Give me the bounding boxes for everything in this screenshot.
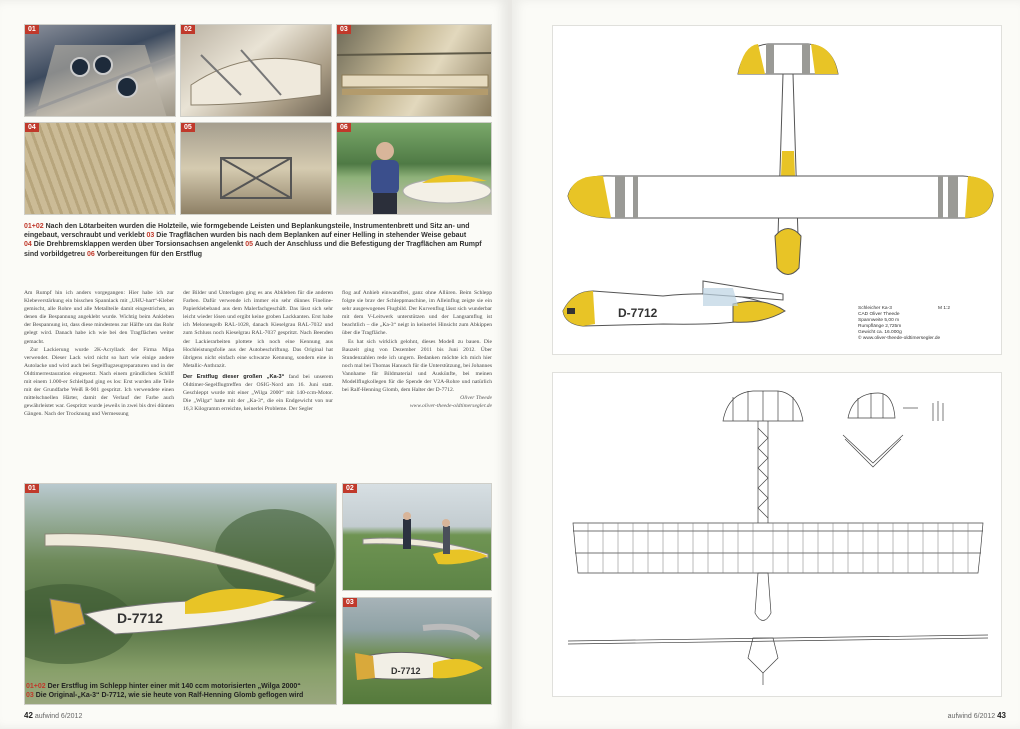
- info-line: Schleicher Ka-3: [858, 306, 892, 311]
- article-column-3: [342, 289, 492, 410]
- photo-01: [24, 24, 176, 117]
- paragraph: der Bilder und Unterlagen ging es ans Abkleben für die anderen Farben. Dafür verwende ich immer ein sehr dünnes Fineline-Papierklebeband aus dem Malerfachgeschäft. Das lässt sich sehr leicht wieder lösen und ergibt keine groben Lackkanten. Erst habe ich Melonengelb RAL-1028, danach Kieselgrau RAL-7032 und zum Schluss noch Kieselgrau RAL-7037 gespritzt. Nach Beenden der Lackierarbeiten plottete ich noch eine Kennung aus Hochleistungsfolie aus der Autobeschriftung. Das Original hat übrigens nicht einfach eine schwarze Kennung, sondern eine in Metallic-Anthrazit.: [183, 290, 333, 369]
- photo-02: [180, 24, 332, 117]
- info-line: Rumpflänge 2,725m: [858, 324, 902, 329]
- man-with-glider-illustration: [337, 123, 492, 215]
- glider-registration: D-7712: [618, 306, 658, 320]
- info-line: Spannweite 5,00 m: [858, 318, 900, 323]
- magazine-issue: aufwind 6/2012: [947, 713, 996, 720]
- photo-number: 05: [181, 123, 195, 132]
- photo-number: 02: [343, 484, 357, 493]
- cockpit-instruments-illustration: [25, 25, 176, 117]
- glider-registration: D-7712: [117, 610, 163, 626]
- caption-text: Die Drehbremsklappen werden über Torsionsachsen angelenkt: [31, 241, 246, 249]
- fuselage-frame-illustration: [181, 25, 332, 117]
- caption-text: Der Erstflug im Schlepp hinter einer mit 140 ccm motorisierten „Wilga 2000“: [45, 683, 301, 690]
- caption-text: Die Original-„Ka-3“ D-7712, wie sie heute von Ralf-Henning Glomb geflogen wird: [33, 692, 304, 699]
- original-glider-illustration: [343, 598, 492, 705]
- caption-number: 03: [146, 232, 155, 240]
- author-signature: Oliver Theede: [460, 395, 492, 402]
- caption-number: 06: [87, 250, 95, 258]
- paragraph: Zur Lackierung wurde 2K-Acryllack der Firma Mipa verwendet. Dieser Lack wird nicht so hart wie einige andere Autolacke und wird auch bei Segelflugzeugreparaturen und in der Oldtimerrestauration eingesetzt. Nach einem gründlichen Schliff mit einem 1.000-er Schleifpad ging es los: Erst wurden alle Teile mit der Grundfarbe Weiß R-901 gespritzt. Ich verwendete einen mittelschnellen Härter, damit der Verlauf der Farbe auch gewährleistet war. Gespritzt wurde jeweils in zwei bis drei dünnen Gängen. Nach der Trocknung und Vermessung: [24, 346, 174, 418]
- subheading: Der Erstflug dieser großen „Ka-3“: [183, 373, 285, 380]
- page-number: 43: [997, 711, 1006, 720]
- caption-number: 01+02: [26, 683, 46, 690]
- photo-number: 03: [343, 598, 357, 607]
- page-folio-right: [948, 711, 1006, 720]
- photo-number: 01: [25, 25, 39, 34]
- photo-04: [24, 122, 176, 215]
- glider-registration: D-7712: [391, 666, 421, 676]
- photo-05: [180, 122, 332, 215]
- photo-towing: [342, 483, 492, 591]
- article-column-1: [24, 289, 174, 419]
- photo-number: 01: [25, 484, 39, 493]
- framework-line-drawing: [553, 373, 1003, 698]
- info-line: Gewicht ca. 16.000g: [858, 330, 902, 335]
- structure-drawing: [552, 372, 1002, 697]
- paragraph: flog auf Anhieb einwandfrei, ganz ohne Allüren. Beim Schlepp folgte sie brav der Schleppmaschine, im Alleinflug zeigte sie ein sehr ausgewogenes Flugbild. Der Kurvenflug lässt sich wunderbar mit dem V-Leitwerk unterstützen und der Langsamflug ist beachtlich – die „Ka-3“ neigt in keinerlei Hinsicht zum Abkippen über die Tragfläche.: [342, 290, 492, 337]
- photo-06: [336, 122, 492, 215]
- page-folio-left: [24, 711, 82, 720]
- caption-text: Nach den Lötarbeiten wurden die Holzteile, wie formgebende Leisten und Beplankungsteile, Instrumentenbrett und Sitz an- und eingebaut, verschraubt und verklebt: [24, 223, 470, 240]
- caption-text: Die Tragflächen wurden bis nach dem Beplanken auf einer Helling in stehender Weise gebaut: [154, 232, 467, 240]
- caption-number: 05: [245, 241, 254, 249]
- wing-jig-illustration: [337, 25, 492, 117]
- caption-text: Auch der Anschluss und die Befestigung der Tragflächen am Rumpf sind vorbildgetreu: [24, 241, 482, 258]
- info-url: © www.oliver-theede-oldtimersegler.de: [858, 336, 941, 341]
- info-scale: M 1:2: [938, 306, 950, 311]
- wing-attachment-illustration: [181, 123, 332, 215]
- towing-scene-illustration: [343, 484, 492, 591]
- author-url: www.oliver-theede-oldtimersegler.de: [409, 403, 492, 410]
- right-page: [512, 0, 1020, 729]
- photo-number: 06: [337, 123, 351, 132]
- photo-number: 03: [337, 25, 351, 34]
- caption-number: 04: [24, 241, 32, 249]
- photo-caption-top: [24, 222, 492, 259]
- left-page: [0, 0, 508, 729]
- paragraph: fand bei unserem Oldtimer-Segelflugtreffen der OSIG-Nord am 16. Juni statt. Geschleppt wurde mit einer „Wilga 2000“ mit 140-ccm-Motor. Die „Wilga“ hatte mit der „Ka-3“, die ein Endgewicht von nur 16,3 Kilogramm erreichte, keinerlei Probleme. Der Segler: [183, 373, 333, 413]
- caption-text: Vorbereitungen für den Erstflug: [94, 250, 203, 258]
- photo-number: 02: [181, 25, 195, 34]
- magazine-issue: aufwind 6/2012: [34, 713, 83, 720]
- article-column-2: [183, 289, 333, 413]
- paragraph: Am Rumpf hin ich anders vorgegangen: Hier habe ich zur Klebeverstärkung ein bisschen Spannlack mit „UHU-hart“-Kleber gemischt, alle Rohre und alle Metallteile damit eingestrichen, an denen die Bespannung angeklebt wurde. Wichtig beim Ankleben der Bespannung ist, dass diese mindestens zur Hälfte um das Rohr gelegt wird. Danach habe ich wie bei den Tragflächen weiter gemacht.: [24, 290, 174, 345]
- photo-number: 04: [25, 123, 39, 132]
- photo-first-flight: [24, 483, 337, 705]
- photo-caption-bottom: [26, 682, 336, 700]
- color-scheme-drawing: [552, 25, 1002, 355]
- info-line: CAD Oliver Theede: [858, 312, 900, 317]
- photo-03: [336, 24, 492, 117]
- wing-ribs: [588, 523, 968, 573]
- paragraph: Es hat sich wirklich gelohnt, dieses Modell zu bauen. Die Bauzeit ging von Dezember 2011 bis Juni 2012. Über Stundenzahlen rede ich ungern. Bedanken möchte ich mich hier noch mal bei Thomas Hanusch für die Unterstützung, bei Johannes Vannhame für Bildmaterial und Auskünfte, bei meinen Modellflugkollegen für die Spende der V2A-Rohre und natürlich bei Ralf-Henning Glomb, dem Halter der D-7712.: [342, 338, 492, 394]
- caption-number: 03: [26, 692, 34, 699]
- page-number: 42: [24, 711, 33, 720]
- photo-original-ka3: [342, 597, 492, 705]
- glider-in-flight-illustration: [25, 484, 337, 705]
- caption-number: 01+02: [24, 223, 44, 230]
- drawing-info-block: [858, 306, 998, 342]
